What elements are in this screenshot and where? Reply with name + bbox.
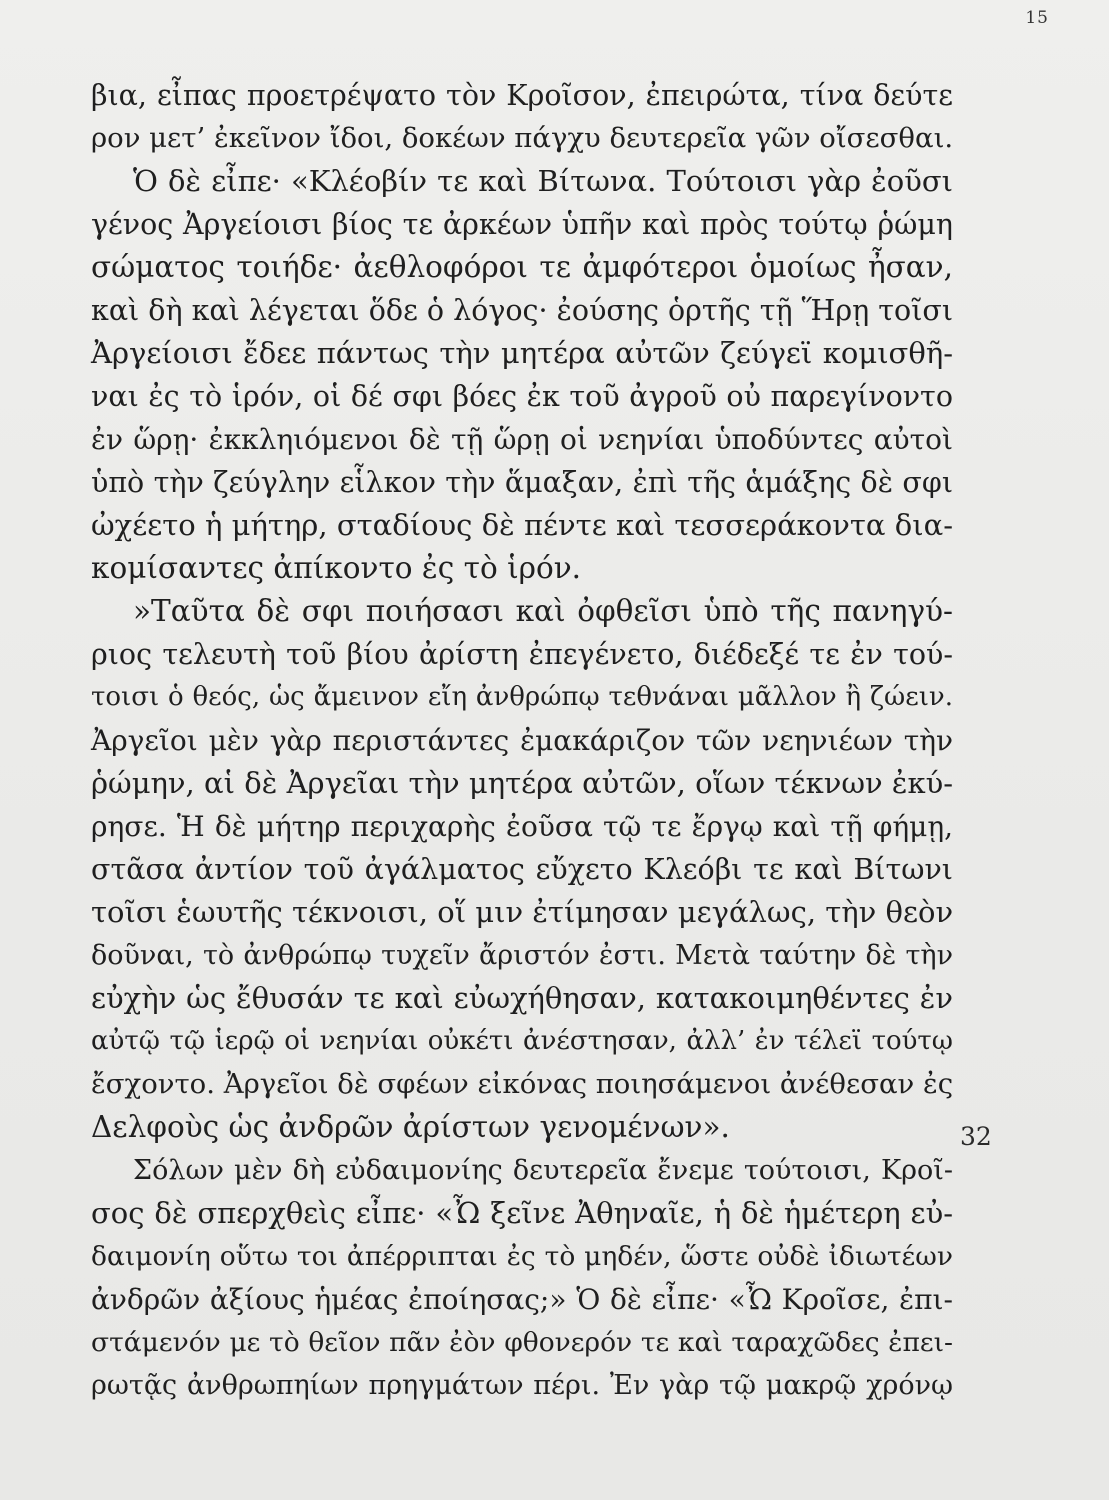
text-line: δαιμονίη οὕτω τοι ἀπέρριπται ἐς τὸ μηδέν, ὥστε οὐδὲ ἰδιωτέων <box>91 1241 953 1272</box>
text-line: στᾶσα ἀντίον τοῦ ἀγάλματος εὔχετο Κλεόβι τε καὶ Βίτωνι <box>91 853 953 886</box>
text-line: ναι ἐς τὸ ἱρόν, οἱ δέ σφι βόες ἐκ τοῦ ἀγροῦ οὐ παρεγίνοντο <box>91 380 953 413</box>
text-line: ῥώμην, αἱ δὲ Ἀργεῖαι τὴν μητέρα αὐτῶν, οἵων τέκνων ἐκύ- <box>91 766 953 800</box>
text-line: βια, εἶπας προετρέψατο τὸν Κροῖσον, ἐπειρώτα, τίνα δεύτε <box>91 79 953 112</box>
text-line: εὐχὴν ὡς ἔθυσάν τε καὶ εὐωχήθησαν, κατακοιμηθέντες ἐν <box>91 981 953 1015</box>
text-line: τοῖσι ἑωυτῆς τέκνοισι, οἵ μιν ἐτίμησαν μεγάλως, τὴν θεὸν <box>91 895 954 929</box>
text-line: κομίσαντες ἀπίκοντο ἐς τὸ ἱρόν. <box>91 551 582 585</box>
text-line: τοισι ὁ θεός, ὡς ἄμεινον εἴη ἀνθρώπῳ τεθνάναι μᾶλλον ἢ ζώειν. <box>91 682 953 712</box>
page-number: 15 <box>1025 8 1049 28</box>
text-line: ἐν ὥρῃ· ἐκκληιόμενοι δὲ τῇ ὥρῃ οἱ νεηνίαι ὑποδύντες αὐτοὶ <box>91 423 953 456</box>
text-line: Σόλων μὲν δὴ εὐδαιμονίης δευτερεῖα ἔνεμε τούτοισι, Κροῖ- <box>133 1155 953 1186</box>
text-line: σος δὲ σπερχθεὶς εἶπε· «Ὦ ξεῖνε Ἀθηναῖε, ἡ δὲ ἡμέτερη εὐ- <box>91 1196 953 1230</box>
text-line: ριος τελευτὴ τοῦ βίου ἀρίστη ἐπεγένετο, διέδεξέ τε ἐν τού- <box>91 638 953 671</box>
text-line: Δελφοὺς ὡς ἀνδρῶν ἀρίστων γενομένων». <box>91 1110 730 1144</box>
text-line: Ὁ δὲ εἶπε· «Κλέοβίν τε καὶ Βίτωνα. Τούτοισι γὰρ ἐοῦσι <box>133 164 953 198</box>
text-line: ὑπὸ τὴν ζεύγλην εἷλκον τὴν ἅμαξαν, ἐπὶ τῆς ἁμάξης δὲ σφι <box>91 466 953 499</box>
text-line: ἔσχοντο. Ἀργεῖοι δὲ σφέων εἰκόνας ποιησάμενοι ἀνέθεσαν ἐς <box>91 1068 954 1100</box>
body-text <box>91 74 953 1407</box>
text-line: ὠχέετο ἡ μήτηρ, σταδίους δὲ πέντε καὶ τεσσεράκοντα δια- <box>91 508 953 542</box>
text-line: γένος Ἀργείοισι βίος τε ἀρκέων ὑπῆν καὶ πρὸς τούτῳ ῥώμη <box>91 208 953 241</box>
text-line: στάμενόν με τὸ θεῖον πᾶν ἐὸν φθονερόν τε καὶ ταραχῶδες ἐπει- <box>91 1327 953 1358</box>
text-line: Ἀργεῖοι μὲν γὰρ περιστάντες ἐμακάριζον τῶν νεηνιέων τὴν <box>91 724 953 757</box>
text-line: αὐτῷ τῷ ἱερῷ οἱ νεηνίαι οὐκέτι ἀνέστησαν, ἀλλ’ ἐν τέλεϊ τούτῳ <box>91 1026 953 1056</box>
text-line: ρησε. Ἡ δὲ μήτηρ περιχαρὴς ἐοῦσα τῷ τε ἔργῳ καὶ τῇ φήμῃ, <box>91 810 953 843</box>
text-line: σώματος τοιήδε· ἀεθλοφόροι τε ἀμφότεροι ὁμοίως ἦσαν, <box>91 250 953 284</box>
text-line: ρωτᾷς ἀνθρωπηίων πρηγμάτων πέρι. Ἐν γὰρ τῷ μακρῷ χρόνῳ <box>91 1370 953 1401</box>
text-line: Ἀργείοισι ἔδεε πάντως τὴν μητέρα αὐτῶν ζεύγεϊ κομισθῆ- <box>91 336 953 370</box>
text-line: ἀνδρῶν ἀξίους ἡμέας ἐποίησας;» Ὁ δὲ εἶπε· «Ὦ Κροῖσε, ἐπι- <box>91 1283 953 1316</box>
text-line: δοῦναι, τὸ ἀνθρώπῳ τυχεῖν ἄριστόν ἐστι. Μετὰ ταύτην δὲ τὴν <box>91 940 953 971</box>
text-line: »Ταῦτα δὲ σφι ποιήσασι καὶ ὀφθεῖσι ὑπὸ τῆς πανηγύ- <box>133 594 953 628</box>
text-line: ρον μετ’ ἐκεῖνον ἴδοι, δοκέων πάγχυ δευτερεῖα γῶν οἴσεσθαι. <box>91 122 954 154</box>
margin-section-number: 32 <box>960 1122 992 1151</box>
text-line: καὶ δὴ καὶ λέγεται ὅδε ὁ λόγος· ἐούσης ὁρτῆς τῇ Ἥρῃ τοῖσι <box>91 294 953 327</box>
